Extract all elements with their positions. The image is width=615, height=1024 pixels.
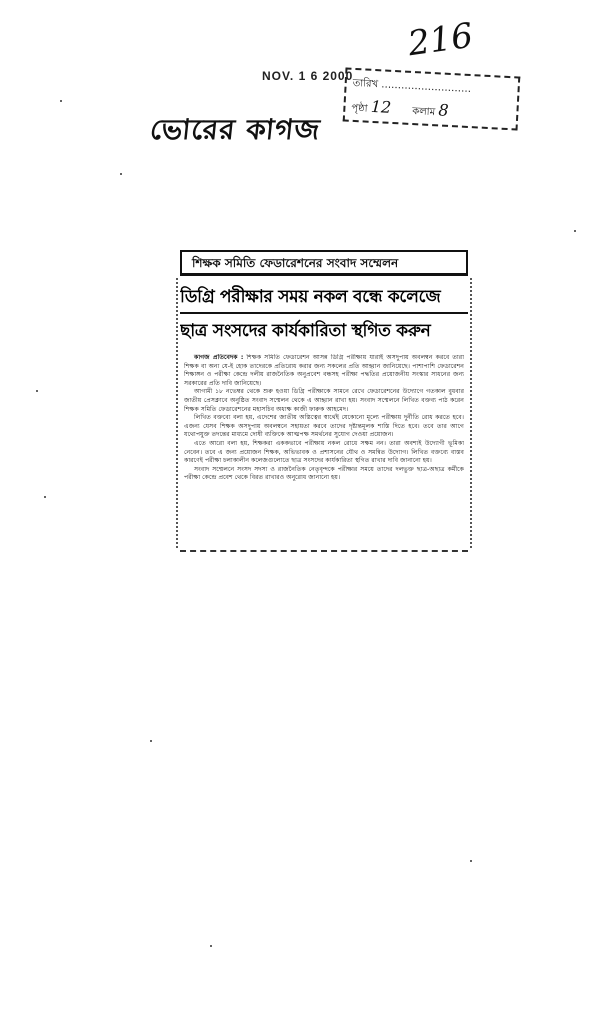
- scan-speck: [210, 945, 212, 947]
- newspaper-masthead: ভোরের কাগজ: [148, 113, 323, 146]
- article-paragraph: এতে আরো বলা হয়, শিক্ষকরা এককভাবে পরীক্ষায় নকল রোধে সক্ষম নন। তারা অবশ্যই উদ্যোগী ভূমিকা নেবেন। তবে এ জন্য প্রয়োজন শিক্ষক, অভিভাবক ও প্রশাসনের যৌথ ও সমন্বিত উদ্যোগ। লিখিত বক্তব্যে বাস্তব কারণেই পরীক্ষা চলাকালীন কলেজগুলোতে ছাত্র সংসদের কার্যকারিতা স্থগিত রাখার দাবি জানানো হয়।: [184, 439, 464, 465]
- scan-speck: [120, 173, 122, 175]
- scan-speck: [470, 860, 472, 862]
- stamp-column-label: কলাম: [411, 106, 436, 119]
- clipping-bottom-edge: [180, 546, 468, 552]
- stamp-column-value: 8: [437, 100, 450, 120]
- headline-line-2: ছাত্র সংসদের কার্যকারিতা স্থগিত করুন: [180, 321, 431, 341]
- article-paragraph: আগামী ১৮ নভেম্বর থেকে শুরু হওয়া ডিগ্রি পরীক্ষাকে সামনে রেখে ফেডারেশনের উদ্যোগে গতকাল বুধবার জাতীয় প্রেসক্লাবে অনুষ্ঠিত সংবাদ সম্মেলন থেকে এ আহ্বান রাখা হয়। সংবাদ সম্মেলনে লিখিত বক্তব্য পাঠ করেন শিক্ষক সমিতি ফেডারেশনের মহাসচিব অধ্যক্ষ কাজী ফারুক আহমেদ।: [184, 388, 464, 413]
- scan-speck: [36, 390, 38, 392]
- article-paragraph-text: শিক্ষক সমিতি ফেডারেশন আসন্ন ডিগ্রি পরীক্ষায় যারাই অসদুপায় অবলম্বন করবে তারা শিক্ষক বা অন্য যে-ই হোক তাদেরকে প্রতিরোধ করার জন্য সকলের প্রতি আহ্বান জানিয়েছে। পাশাপাশি ফেডারেশন শিক্ষাঙ্গন ও পরীক্ষা কেন্দ্রে দলীয় রাজনৈতিক অনুপ্রবেশ বন্ধসহ পরীক্ষা পদ্ধতির প্রয়োজনীয় সংস্কার সাধনের জন্য সরকারের প্রতি দাবি জানিয়েছে।: [184, 354, 464, 387]
- article-paragraph: সংবাদ সম্মেলনে সংসদ সদস্য ও রাজনৈতিক নেতৃবৃন্দকে পরীক্ষার সময়ে তাদের দলভুক্ত ছাত্র-অছাত্র কর্মীকে পরীক্ষা কেন্দ্রে প্রবেশ থেকে বিরত রাখারও অনুরোধ জানানো হয়।: [184, 465, 464, 482]
- stamp-page-value: 12: [370, 96, 392, 117]
- page-number: 216: [405, 15, 476, 65]
- scan-speck: [574, 230, 576, 232]
- newspaper-clipping: [180, 250, 468, 552]
- article-body: [184, 354, 464, 544]
- article-byline: কাগজ প্রতিবেদক :: [194, 354, 244, 361]
- stamp-page-label: পৃষ্ঠা: [351, 102, 368, 115]
- stamp-date-blank: ………………………: [380, 79, 472, 96]
- article-kicker: শিক্ষক সমিতি ফেডারেশনের সংবাদ সম্মেলন: [180, 250, 468, 276]
- filing-stamp: [343, 67, 521, 130]
- headline-line-1: ডিগ্রি পরীক্ষার সময় নকল বন্ধে কলেজে: [180, 282, 468, 314]
- scan-speck: [60, 100, 62, 102]
- stamp-date-label: তারিখ: [352, 77, 379, 91]
- scan-speck: [44, 496, 46, 498]
- date-stamp: NOV. 1 6 2000: [262, 69, 354, 83]
- article-paragraph: লিখিত বক্তব্যে বলা হয়, এদেশের জাতীয় অস্তিত্বের স্বার্থেই যেকোনো মূল্যে পরীক্ষায় দুর্নীতি রোধ করতে হবে। এজন্য যেসব শিক্ষক অসদুপায় অবলম্বনে সহায়তা করবে তাদের দৃষ্টান্তমূলক শাস্তি দিতে হবে। তবে তার আগে যথোপযুক্ত তদন্তের মাধ্যমে দোষী ব্যক্তিকে আত্মপক্ষ সমর্থনের সুযোগ দেওয়া প্রয়োজন।: [184, 414, 464, 439]
- article-paragraph: [184, 354, 464, 388]
- scan-speck: [150, 740, 152, 742]
